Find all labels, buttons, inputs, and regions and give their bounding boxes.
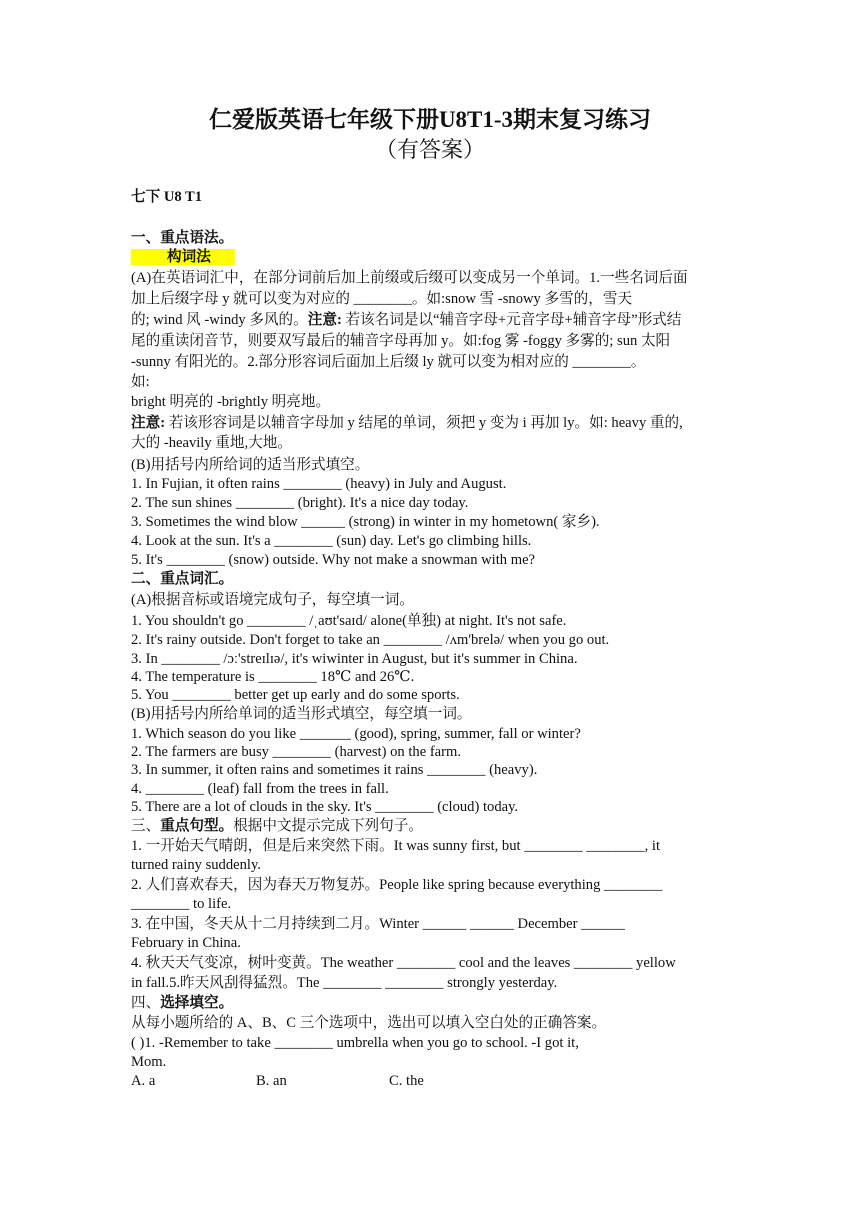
word-formation-highlight: 构词法: [131, 249, 235, 265]
paragraph-line: 大的 -heavily 重地,大地。: [131, 435, 292, 451]
unit-label: 七下 U8 T1: [131, 189, 203, 205]
text-span: 根据中文提示完成下列句子。: [233, 818, 423, 834]
option-a: A. a: [131, 1073, 156, 1089]
note-label: 注意:: [307, 312, 342, 328]
question-item: 5. You ________ better get up early and do some sports.: [131, 687, 460, 703]
question-line: 2. 人们喜欢春天，因为春天万物复苏。People like spring because everything ________: [131, 877, 663, 893]
question-item: 4. The temperature is ________ 18℃ and 26℃.: [131, 669, 415, 685]
question-item: 5. It's ________ (snow) outside. Why not make a snowman with me?: [131, 552, 536, 568]
section-3-heading: [131, 817, 423, 835]
question-item: 2. The farmers are busy ________ (harvest) on the farm.: [131, 744, 462, 760]
option-c: C. the: [389, 1073, 424, 1089]
question-line: ________ to life.: [131, 896, 232, 912]
text-span: 四、: [131, 995, 161, 1011]
question-line: 3. 在中国，冬天从十二月持续到二月。Winter ______ ______ December ______: [131, 916, 625, 932]
paragraph-line: -sunny 有阳光的。2.部分形容词后面加上后缀 ly 就可以变为相对应的 ________。: [131, 354, 646, 370]
question-line: February in China.: [131, 935, 241, 951]
text-span: 选择填空。: [160, 995, 234, 1011]
highlight-line: [131, 248, 235, 266]
question-item: 4. Look at the sun. It's a ________ (sun) day. Let's go climbing hills.: [131, 533, 532, 549]
question-item: 1. You shouldn't go ________ /ˌaʊt'saɪd/ alone(单独) at night. It's not safe.: [131, 613, 567, 629]
text-span: 的; wind 风 -windy 多风的。: [131, 312, 308, 328]
paragraph-line: [131, 311, 681, 329]
question-line: 4. 秋天天气变凉，树叶变黄。The weather ________ cool and the leaves ________ yellow: [131, 955, 676, 971]
question-item: 1. Which season do you like _______ (good), spring, summer, fall or winter?: [131, 726, 581, 742]
instruction: 从每小题所给的 A、B、C 三个选项中，选出可以填入空白处的正确答案。: [131, 1015, 607, 1031]
text-span: 若该形容词是以辅音字母加 y 结尾的单词，须把 y 变为 i 再加 ly。如: heavy 重的,: [165, 415, 683, 431]
question-item: 2. It's rainy outside. Don't forget to take an ________ /ʌm'brelə/ when you go out.: [131, 632, 610, 648]
paragraph-line: 加上后缀字母 y 就可以变为对应的 ________。如:snow 雪 -snowy 多雪的，雪天: [131, 291, 633, 307]
text-span: 若该名词是以“辅音字母+元音字母+辅音字母”形式结: [341, 312, 682, 328]
text-span: 重点句型。: [160, 818, 234, 834]
instruction: (A)根据音标或语境完成句子，每空填一词。: [131, 592, 414, 608]
question-item: Mom.: [131, 1054, 167, 1070]
section-2-heading: 二、重点词汇。: [131, 571, 234, 587]
question-item: 3. In ________ /ɔː'streɪlɪə/, it's wiwinter in August, but it's summer in China.: [131, 651, 578, 667]
question-line: in fall.5.昨天风刮得猛烈。The ________ ________ strongly yesterday.: [131, 975, 558, 991]
question-line: turned rainy suddenly.: [131, 857, 261, 873]
question-item: 4. ________ (leaf) fall from the trees in fall.: [131, 781, 389, 797]
instruction: (B)用括号内所给单词的适当形式填空，每空填一词。: [131, 706, 472, 722]
paragraph-line: [131, 414, 683, 432]
question-line: 1. 一开始天气晴朗，但是后来突然下雨。It was sunny first, but ________ ________, it: [131, 838, 661, 854]
section-1-heading: 一、重点语法。: [131, 230, 234, 246]
note-label: 注意:: [131, 415, 166, 431]
question-item: 5. There are a lot of clouds in the sky. It's ________ (cloud) today.: [131, 799, 519, 815]
document-title: 仁爱版英语七年级下册U8T1-3期末复习练习: [208, 107, 652, 132]
text-span: 三、: [131, 818, 161, 834]
question-item: 3. In summer, it often rains and sometimes it rains ________ (heavy).: [131, 762, 538, 778]
paragraph-line: (A)在英语词汇中，在部分词前后加上前缀或后缀可以变成另一个单词。1.一些名词后面: [131, 270, 688, 286]
question-item: ( )1. -Remember to take ________ umbrella when you go to school. -I got it,: [131, 1035, 579, 1051]
options-row: [131, 1072, 424, 1090]
question-item: 3. Sometimes the wind blow ______ (strong) in winter in my hometown( 家乡).: [131, 514, 600, 530]
question-item: 1. In Fujian, it often rains ________ (heavy) in July and August.: [131, 476, 507, 492]
document-subtitle: （有答案）: [374, 137, 485, 162]
paragraph-line: 尾的重读闭音节，则要双写最后的辅音字母再加 y。如:fog 雾 -foggy 多雾的; sun 太阳: [131, 333, 671, 349]
question-item: 2. The sun shines ________ (bright). It's a nice day today.: [131, 495, 469, 511]
instruction: (B)用括号内所给词的适当形式填空。: [131, 457, 370, 473]
section-4-heading: [131, 994, 233, 1012]
paragraph-line: bright 明亮的 -brightly 明亮地。: [131, 394, 331, 410]
paragraph-line: 如:: [131, 374, 150, 390]
option-b: B. an: [256, 1073, 287, 1089]
